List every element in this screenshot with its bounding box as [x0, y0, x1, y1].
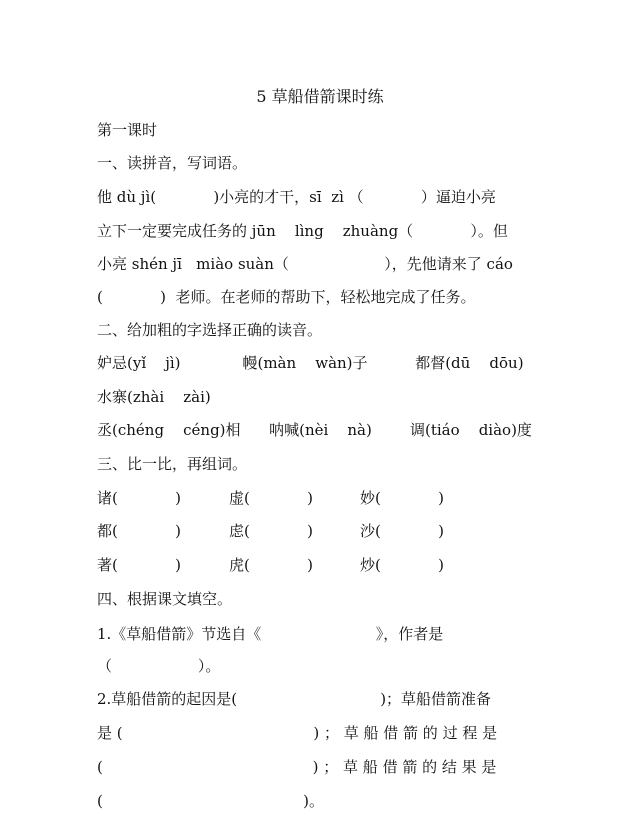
- page-title: 5 草船借箭课时练: [256, 87, 384, 106]
- section-1-line: ( ) 老师。在老师的帮助下，轻松地完成了任务。: [97, 288, 476, 306]
- compare-item: 著( ): [97, 556, 181, 574]
- compare-item: 诸( ): [97, 489, 181, 507]
- compare-item: 沙( ): [360, 522, 444, 540]
- compare-item: 妙( ): [360, 489, 444, 507]
- section-4-line: ( ) ； 草 船 借 箭 的 结 果 是: [97, 758, 497, 776]
- section-1-heading: 一、读拼音，写词语。: [97, 154, 248, 172]
- section-4-line: ( )。: [97, 792, 324, 810]
- section-1-line: 他 dù jì( )小亮的才干，sī zì （ ）逼迫小亮: [97, 188, 496, 206]
- section-4-line: 2.草船借箭的起因是( )；草船借箭准备: [97, 690, 492, 708]
- section-2-line: 丞(chéng céng)相 呐喊(nèi nà) 调(tiáo diào)度: [97, 421, 532, 439]
- section-1-line: 小亮 shén jī miào suàn（ ），先他请来了 cáo: [97, 255, 513, 273]
- compare-item: 炒( ): [360, 556, 444, 574]
- section-4-line: 1.《草船借箭》节选自《 》，作者是: [97, 625, 444, 643]
- section-4-line: （ ）。: [97, 657, 221, 675]
- compare-item: 虎( ): [229, 556, 313, 574]
- section-2-line: 妒忌(yǐ jì) 幔(màn wàn)子 都督(dū dōu): [97, 354, 524, 372]
- compare-item: 虚( ): [229, 489, 313, 507]
- compare-item: 都( ): [97, 522, 181, 540]
- lesson-label: 第一课时: [97, 121, 158, 139]
- section-2-heading: 二、给加粗的字选择正确的读音。: [97, 321, 323, 339]
- section-4-line: 是 ( ) ； 草 船 借 箭 的 过 程 是: [97, 724, 498, 742]
- compare-item: 虑( ): [229, 522, 313, 540]
- section-1-line: 立下一定要完成任务的 jūn lìng zhuàng（ ）。但: [97, 222, 508, 240]
- section-4-heading: 四、根据课文填空。: [97, 590, 233, 608]
- section-2-line: 水寨(zhài zài): [97, 388, 211, 406]
- section-3-heading: 三、比一比，再组词。: [97, 455, 248, 473]
